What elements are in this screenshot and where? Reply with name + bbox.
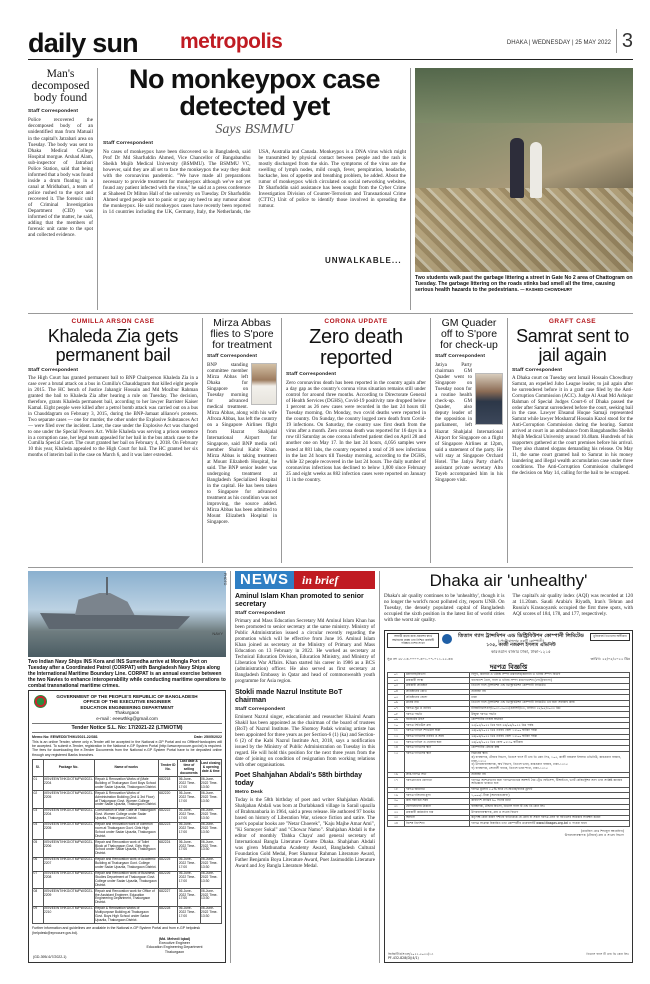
table-cell: Repair & Renovation Works of Administration Building (2nd & 3rd Floor) at Thakurgaon Govt. Women College under Sadar Upazila, Thakurgaon District. <box>95 790 157 807</box>
table-cell: 03 <box>33 808 44 822</box>
photo-feature <box>325 68 633 310</box>
table-cell: তিতাস গ্যাস ট্রান্সমিশন এন্ড ডিস্ট্রিবিউশন কোম্পানী লিমিটেড এর জন্য সরবরাহ কাজ <box>470 700 630 706</box>
table-cell: 06-June-2022 Time-17:00 <box>178 889 200 907</box>
table-cell: 06-June-2022 Time-17:00 <box>178 840 200 858</box>
story-body: No cases of monkeypox have been discovered so in Bangladesh, said Prof Dr Md Sharfuddin Ahmed, Vice Chancellor of Bangabandhu Sheikh Mujib Medical University (BSMMU). The BSMMU VC, however, said they are all set to face the monkeypox the way they dealt with the coronavirus pandemic. "We have made all preparations necessary to provide treatment for monkeypox although we've not yet found any patient infected with the virus," he said at a press conference at Shaheed Dr Milton Hall of the university on Tuesday. Dr Sharfuddin Ahmed urged people not to panic or pay any heed to any rumour about the monkeypox. He said monkeypox cases have recently been reported in 14 countries including the UK, Germany, Italy, the Netherlands, the USA, Australia and Canada. Monkeypox is a DNA virus which might be transmitted by physical contact between people and the rash is mostly discharged from the skin. The symptoms of the virus are the swelling of lymph nodes, mild cough, fever, perspiration, headache, backache, loss of appetite and breathing problem, he added. About the rumor of monkeypox which circulated on social networking websites, Dr Sharfuddin said assistance has been sought from the Cyber Crime Investigation Division of Counter-Terrorism and Transnational Crime (CTTC) Unit of police to identify those involved in spreading the rumour. <box>103 149 406 216</box>
table-cell: 06-June-2022 Time-13:30 <box>200 840 221 858</box>
byline: Staff Correspondent <box>103 141 154 146</box>
tender-notice-eed[interactable] <box>28 690 226 963</box>
table-header-cell: Tender ID No. <box>158 759 178 777</box>
brand-logo[interactable]: daily sun <box>28 28 138 58</box>
table-header-cell: Name of works <box>94 759 158 777</box>
column-rule <box>430 318 431 563</box>
signer-place: Thakurgaon <box>164 949 185 954</box>
table-cell: 06-June-2022 Time-17:00 <box>178 777 200 791</box>
table-cell: 06-June-2022 Time-17:00 <box>178 871 200 889</box>
brief-body: Primary and Mass Education Secretary Md Aminul Islam Khan has been promoted to senior secretary at the same ministry. Ministry of Public Administration issued a circular recently regarding the promotion which will be effective from June 16. Aminul Islam Khan joined as secretary at the Ministry of Primary and Mass Education on 13 February in 2022. He worked as secretary at Technical Education Division, Education Ministry, and Ministry of Liberation War Affairs. Khan started his career in 1986 as a BCS (administration) officer. He also served as first secretary at Bangladesh Embassy in Qatar and head of commonwealth youth programme for Asia region. <box>235 618 375 685</box>
titas-signature <box>387 829 630 837</box>
table-cell: দরপত্র সিডিউল ক্রয় <box>404 723 469 729</box>
table-cell: 06-June-2022 Time-13:30 <box>200 822 221 840</box>
column-rule <box>202 318 203 563</box>
table-cell: দরপত্র দাখিলের স্থান <box>404 751 469 772</box>
titas-org-sub: (পেট্রোবাংলার একটি কোম্পানী) <box>498 639 544 643</box>
table-cell: দরপত্র সংক্রান্ত বিস্তারিত তথ্য কোম্পানীর ওয়েবসাইট www.titasgas.org.bd এ পাওয়া যাবে <box>470 821 630 827</box>
table-cell: Repair and Renovation work for Office of the Assistant Engineer, Education Engineering Department, Thakurgaon District. <box>94 889 158 907</box>
column-rule <box>410 68 411 310</box>
table-cell: ২১ <box>388 804 405 810</box>
table-cell: 682222 <box>158 808 178 822</box>
table-cell: XEN/EEWT/HKG/OTM/PW/2021-2205 <box>43 791 94 809</box>
table-cell: 682227 <box>158 889 178 907</box>
table-cell: দরপত্র পদ্ধতি <box>404 712 469 718</box>
story-body: A Dhaka court on Tuesday sent Ismail Hossain Chowdhury Samrat, an expelled Jubo League leader, to jail again after he surrendered before it in a graft case filed by the Anti-Corruption Commission (ACC). Judge Al Asad Md Ashiqur Rahman of Special Judges Court-6 of Dhaka passed the order after Samrat surrendered before the court, seeking bail in the case. Lawyer Ehsanul Huque Samaji represented Samrat while lawyer Mosharraf Hossain Kazol stood for the Anti-Corruption Commission during the hearing. Samrat arrived at court in an ambulance from Bangabandhu Sheikh Mujib Medical University around 10.40am. Hundreds of his supporters gathered at the court premises before his arrival. They also chanted slogans demanding his release. On May 11, the same court granted bail to Samrat in his money laundering and illegal wealth accumulation case under three conditions. The Anti-Corruption Commission challenged the decision on May 14, calling for the bail to be scrapped. <box>512 376 633 476</box>
table-cell: ০৯ <box>388 717 405 723</box>
section-rule <box>28 567 633 568</box>
table-cell: প্রতিষ্ঠানের জেলা <box>404 695 469 701</box>
table-cell: ১২ <box>388 734 405 740</box>
headline: Dhaka air 'unhealthy' <box>429 571 588 590</box>
table-row <box>33 822 222 840</box>
photo-image <box>28 571 226 657</box>
ship-superstructure <box>68 593 138 615</box>
news-in-brief <box>235 571 375 870</box>
titas-sig-role: উপমহাব্যবস্থাপক (টেন্ডার) ক্রয় ও সংগ্রহ বিভাগ <box>564 833 624 838</box>
table-cell: Repair & Renovation Works of Multipurpose Building at Thakurgaon Govt. Boys High School under Sadar Upazila, Thakurgaon District. <box>94 906 158 924</box>
signer-title: Executive Engineer <box>159 941 190 946</box>
table-cell: ২৫/০৫/২০২২ খ্রিঃ হতে ২৬/০৬/২০২২ খ্রিঃ পর্যন্ত <box>470 723 630 729</box>
table-cell: XEN/EEWT/HKG/OTM/PW/2021-2208 <box>43 871 94 889</box>
table-cell: তিতাস গ্যাস ট্রান্সমিশন এন্ড ডিস্ট্রিবিউশন কোম্পানী লিমিটেড <box>470 684 630 690</box>
story-body-col1: Dhaka's air quality continues to be 'unhealthy', though it is no longer the world's most polluted city, reports UNB. On Tuesday, the densely populated capital of Bangladesh occupied the sixth position in the latest list of world cities with the worst air quality. <box>384 593 505 624</box>
table-row <box>388 778 630 787</box>
tender-header <box>32 694 222 721</box>
column-rule <box>97 68 98 310</box>
nib-banner <box>235 571 375 589</box>
table-header-cell: Package No. <box>43 759 94 777</box>
headline: Khaleda Zia gets permanent bail <box>47 326 179 365</box>
table-cell: ১৮ <box>388 787 405 793</box>
headline: GM Quader off to S'pore for check-up <box>440 317 498 351</box>
section-name: metropolis <box>180 30 283 53</box>
byline: Staff Correspondent <box>435 354 486 359</box>
titas-addr: ১০৫, কাজী নজরুল ইসলাম এভিনিউ <box>486 643 556 649</box>
table-cell: ঢাকা <box>470 695 630 701</box>
titas-footer-right: তিতাস গ্যাস টি এন্ড ডি কোং লিঃ <box>586 952 629 956</box>
table-cell: বিক্রয়ের স্থান: ক) ব্যবস্থাপক, টেন্ডার বিভাগ, তিতাস গ্যাস টি এন্ড ডি কোং লিঃ, ১০৫, কাজী নজরুল ইসলাম এভিনিউ, কারওয়ান বাজার, ঢাকা-১২১৫ খ) উপমহাব্যবস্থাপক, অর্থ বিভাগ, তিতাস ভবন, কারওয়ান বাজার, ঢাকা-১২১৫ গ) ব্যবস্থাপক, সোনালী ব্যাংক, তিতাস ভবন শাখা, ঢাকা-১২১৫ <box>470 751 630 772</box>
table-cell: 682224 <box>158 840 178 858</box>
photo-credit: PHOTO <box>223 573 227 586</box>
pedestrian-figure <box>530 142 542 198</box>
table-cell: 01 <box>33 777 44 791</box>
table-cell: ২৬/০৬/২০২২ খ্রিঃ বেলা ০২:৩০ ঘটিকায় <box>470 740 630 746</box>
table-cell: ১৭ <box>388 778 405 787</box>
tender-intro: This is an online Tender, where only e-Tender will be accepted in the National e-GP Portal and no Offline/Hardcopies will be accepted. To submit e-Tender, registration in the National e-GP System Portal (http://www.eprocure.gov.bd) is required. The fees for downloading the e-Tender Documents from the National e-GP System Portal have to be deposited online through any registered Banks branches. <box>32 740 222 757</box>
dateline-date: 25 MAY 2022 <box>575 40 611 46</box>
byline: Staff Correspondent <box>235 706 286 712</box>
table-cell: ০৩ <box>388 684 405 690</box>
table-cell: ২৩ <box>388 815 405 821</box>
table-cell: 09 <box>33 906 44 924</box>
story-body: Jatiya Party chairman GM Quader went to Singapore on Tuesday noon for a routine health check-up. GM Quader, also deputy leader of the opposition in parliament, left Hazrat Shahjalal International Airport for Singapore on a flight of Singapore Airlines at 12pm, said a statement of the party. He will stay at Singapore Orchard Hotel. The Jatiya Party chief's assistant private secretary Alto Tayeb accompanied him in his Singapore visit. <box>435 362 503 483</box>
masthead-rule <box>28 59 633 60</box>
kicker: CORONA UPDATE <box>324 318 388 325</box>
dateline-sep: | <box>571 40 576 46</box>
table-cell: Repair and Renovation work of Business Studies Department at Thakurgaon Govt. College under Sadar Upazila, Thakurgaon District. <box>95 871 157 887</box>
table-cell: 06-June-2022 Time-17:00 <box>178 791 200 809</box>
table-cell: 06-June-2022 Time-13:30 <box>200 889 221 907</box>
page-number: 3 <box>616 29 633 53</box>
table-cell: 05 <box>33 840 44 858</box>
table-row <box>388 821 630 827</box>
byline: Staff Correspondent <box>235 611 286 616</box>
table-row <box>33 808 222 822</box>
table-header-cell: Last closing & opening date & time <box>200 759 221 777</box>
table-cell: ০২ <box>388 678 405 684</box>
table-cell: কার্য সমাপ্তির সময় <box>404 798 469 804</box>
story-gm-quader[interactable] <box>435 318 503 483</box>
table-cell: ২০ <box>388 798 405 804</box>
table-header-row <box>33 759 222 777</box>
byline: Staff Correspondent <box>207 354 258 359</box>
column-rule <box>230 571 231 963</box>
table-cell: 02 <box>33 791 44 809</box>
table-cell: প্রতিষ্ঠানের কোড <box>404 689 469 695</box>
photo-tag: UNWALKABLE... <box>325 256 402 265</box>
table-cell: কোম্পানীর নিজস্ব অর্থায়ন <box>470 717 630 723</box>
tender-notice-titas[interactable] <box>384 630 633 963</box>
table-cell: দরপত্র জামানত <box>404 787 469 793</box>
story-samrat[interactable] <box>512 318 633 476</box>
titas-city: কারওয়ান বাজার ঢাকা, ঢাকা-১২১৫ <box>491 648 551 654</box>
story-body: Zero coronavirus death has been reported in the country again after a day gap as the country's corona virus situation remains still under control for around three months. According to Directorate General of Health Services (DGHS), Covid-19 positivity rate dropped below 1 percent as 26 new cases were recorded in the last 24 hours till Tuesday morning. On Monday, two covid deaths were reported in the country. On Sunday, the country logged zero death from Covid-19 infections. On Saturday, the country saw first death from the virus after a month. Zero corona death was reported for 16 days in a row till Saturday as one corona infected patient died on April 28 and another one on May 17. In the last 24 hours, 4,056 samples were tested at 881 labs, the country reported a total of 26 new infections in the last 24 hours till Tuesday morning, according to the DGHS, while 32 people recovered in the last 24 hours. The daily number of coronavirus infections has declined to below 1,000 since February 25 and eight weeks as 882 infection cases were reported on January 11 in the country. <box>286 380 426 483</box>
table-cell: ১৪ <box>388 745 405 751</box>
portrait-photo <box>251 363 277 405</box>
table-cell: ১,০০০/- টাকা (অফেরতযোগ্য) <box>470 793 630 799</box>
table-cell: অন্যান্য <box>404 815 469 821</box>
table-cell: যোগাযোগের ঠিকানা <box>404 804 469 810</box>
table-cell: ১৩ <box>388 740 405 746</box>
table-cell: XEN/EEWT/HKG/OTM/PW/2021-2206 <box>43 840 94 858</box>
office-line: OFFICE OF THE EXECUTIVE ENGINEER <box>83 699 171 705</box>
table-cell: ২৬/০৬/২০২২ খ্রিঃ তারিখ বেলা ১২:০০ ঘটিকা পর্যন্ত <box>470 729 630 735</box>
titas-org: তিতাস গ্যাস ট্রান্সমিশন এন্ড ডিস্ট্রিবিউশন কোম্পানী লিমিটেড <box>458 633 584 639</box>
tree-foliage <box>415 68 633 123</box>
place-line: Thakurgaon <box>114 710 140 716</box>
table-cell: 06 <box>33 857 44 871</box>
photo-credit: — RASHED CHOWDHURY <box>520 287 573 293</box>
story-zero-death[interactable] <box>286 318 426 483</box>
dateline-sep: | <box>528 40 533 46</box>
titas-footer-code: জিজিটিডিসিএল/২০২১-২০২২/১৩ <box>388 952 434 956</box>
table-cell: ২২ <box>388 810 405 816</box>
table-cell: ক্রয়কারী সংস্থা <box>404 678 469 684</box>
table-cell: ১১ <box>388 729 405 735</box>
table-cell: কোম্পানীর টেন্ডার কক্ষ <box>470 745 630 751</box>
brief-item[interactable] <box>235 593 375 685</box>
titas-header <box>387 633 630 654</box>
table-header-cell: Sl. <box>33 759 44 777</box>
deck: Says BSMMU <box>215 122 294 137</box>
titas-footer-pf: PF-432-828(D)(4/1) <box>388 956 419 960</box>
kicker: CUMILLA ARSON CASE <box>71 318 155 325</box>
headline: No monkeypox case detected yet <box>129 64 380 121</box>
table-cell: Repair and renovation work of common room at Thakurgaon Govt. Girls High School under Sadar Upazila, Thakurgaon District. <box>94 822 158 840</box>
table-cell: দরপত্র দাখিলের স্থান <box>404 745 469 751</box>
titas-ref: সূত্র নং ২৮.১৩.০০০০.৩০১.০৭.০১১.২২.৩৩ <box>387 656 453 661</box>
dateline-city: DHAKA <box>506 40 528 46</box>
story-dhaka-air[interactable] <box>384 571 633 623</box>
table-cell: XEN/EEWT/HKG/OTM/PW/2021-2207 <box>43 857 94 871</box>
brief-item[interactable] <box>235 689 375 768</box>
garbage-pile <box>415 188 633 272</box>
byline: Metro Desk <box>235 789 263 795</box>
titas-ref-line <box>387 656 630 663</box>
table-cell: ২৪ <box>388 821 405 827</box>
table-cell: XEN/EEWT/HKG/OTM/PW/2021-2209 <box>43 889 94 907</box>
ship-hull <box>40 613 190 629</box>
table-cell: ক্রয়কারী প্রতিষ্ঠান <box>404 684 469 690</box>
table-cell: 06-June-2022 Time-17:00 <box>178 906 200 924</box>
column-rule <box>379 571 380 963</box>
table-cell: XEN/EEWT/HKG/OTM/PW/2021-2204 <box>43 777 94 791</box>
table-cell: XEN/EEWT/HKG/OTM/PW/2021-2210 <box>43 906 94 924</box>
table-cell: দরপত্রে অংশগ্রহণের জন্য দরপত্রদাতাকে অবশ্যই বৈধ ট্রেড লাইসেন্স, টিআইএন, ভ্যাট রেজিস্ট্রেশন সনদ এবং সংশ্লিষ্ট কাজের অভিজ্ঞতা থাকতে হবে <box>470 778 630 787</box>
table-cell: দরপত্র মূল্যের ২.৫% হারে পে-অর্ডার/ব্যাংক ড্রাফট <box>470 787 630 793</box>
pedestrian-figure <box>510 138 524 198</box>
nib-sub: in brief <box>294 571 375 589</box>
table-cell: মন্ত্রণালয়/বিভাগ <box>404 672 469 678</box>
brief-body: Today is the 58th birthday of poet and writer Shahjahan Abdali. Shahjahan Abdali was born at Durlabkandi village in Sarail upazila of Brahmanbaria in 1964, said a press release. He authored 97 books based on history of Liberation War, science fiction and satire. The poet's popular books are "Netar Choerek", "Kaju Majhe Amar Ami", "Ki Somoyer Sokal" and "Chowar Namo". Shahjahan Abdali is the editor of monthly 'Dahka Chaya' and general secretary of International Bangla Literature Centre Dhaka. Shahjahan Abdali was given Mathunatha Academy Award, Bangladesh Cultural Foundation Gold Medal, Poet Shamsur Rahman Literature Award, Father Benjamin Boya Literature Award, Poet Jasimuddin Literature Award and Joy Bangla Literature Medal. <box>235 796 375 870</box>
table-cell: দরপত্র দলিলের মূল্য <box>404 793 469 799</box>
titas-title: দরপত্র বিজ্ঞপ্তি <box>489 662 528 671</box>
table-cell: 06-June-2022 Time-13:30 <box>200 791 221 809</box>
table-cell: ০৮ <box>388 712 405 718</box>
masthead <box>28 28 633 62</box>
table-cell: দরপত্র সূত্র ও তারিখ <box>404 706 469 712</box>
story-body <box>384 593 633 623</box>
dateline <box>507 40 611 46</box>
table-cell: 04 <box>33 822 44 840</box>
table-cell: XEN/EEWT/HKG/OTM/PW/2021-2205 <box>43 822 94 840</box>
headline: Man's decomposed body found <box>31 67 90 104</box>
table-cell: কর্তৃপক্ষ কোন কারণ দর্শানো ব্যতিরেকে যে কোন বা সকল দরপত্র গ্রহণ বা বাতিলের অধিকার সংরক্ষণ করেন <box>470 815 630 821</box>
table-cell: বিশেষ নির্দেশনা <box>404 821 469 827</box>
table-cell: 06-June-2022 Time-17:00 <box>178 822 200 840</box>
story-body: BNP standing committee member Mirza Abbas left Dhaka for Singapore on Tuesday morning for advanced medical treatment. Mirza Abbas, along with his wife Afroza Abbas, has left the country on a Singapore Airlines flight from Hazrat Shahjalal International Airport for Singapore, said BNP media cell member Shairul Kabir Khan. Mirza Abbas is taking treatment at Mount Elizabeth Hospital, he said. The BNP senior leader was undergoing treatment at Bangladesh Specialized Hospital in the capital. He has been taken to Singapore for advanced treatment as his condition was not improving, the source added. Mirza Abbas has been admitted to Mount Elizabeth Hospital in Singapore. <box>207 362 277 526</box>
table-cell: Repair and Renovation work of Toilet Block at Thakurgaon Govt. Girls High School under Sadar Upazila, Thakurgaon District. <box>94 840 158 858</box>
story-khaleda-bail[interactable] <box>28 318 198 459</box>
story-mirza-abbas[interactable] <box>207 318 277 525</box>
table-cell: 682228 <box>158 906 178 924</box>
brief-title: Stokli made Nazrul Institute BoT chairman <box>235 688 343 704</box>
brief-item[interactable] <box>235 772 375 870</box>
titas-right-box: মুজিববর্ষ তিতাসের অঙ্গীকার <box>590 633 630 641</box>
photo-caption: Two Indian Navy Ships INS Kora and INS Sumedha arrive at Mongla Port on Tuesday after a Coordinated Patrol (CORPAT) with Bangladesh Navy Ships along the International Maritime Boundary Line. CORPAT is an annual exercise between the two Navies to enhance interoperability while conducting maritime operations to combat transnational maritime crimes. <box>28 659 226 689</box>
table-row <box>33 857 222 871</box>
signature-block <box>127 937 222 954</box>
table-cell: 06-June-2022 Time-13:30 <box>200 906 221 924</box>
table-cell: 08 <box>33 889 44 907</box>
table-cell: ০৬ <box>388 700 405 706</box>
memo-date: Date: 25/05/2022 <box>194 735 222 740</box>
table-cell: 06-June-2022 Time-13:30 <box>200 808 221 822</box>
table-row <box>388 751 630 772</box>
table-cell: ক্রয়কারী কর্মকর্তার নাম <box>404 810 469 816</box>
brief-title: Aminul Islam Khan promoted to senior secretary <box>235 593 364 608</box>
story-body-col2: The capital's air quality index (AQI) was recorded at 120 at 11.20am. Saudi Arabia's Riyadh, Iran's Tehran and Russia's Krasnoyarsk occupied the first three spots, with AQI scores of 184, 178, and 177, respectively. <box>512 593 633 618</box>
email-line[interactable]: e-mail : eeewthkg@gmail.com <box>96 715 158 721</box>
table-row <box>33 906 222 924</box>
table-row <box>33 871 222 889</box>
table-cell: ০৫ <box>388 695 405 701</box>
table-row <box>33 840 222 858</box>
story-body-found[interactable] <box>28 68 93 238</box>
table-cell: বিদ্যুৎ, জ্বালানি ও খনিজ সম্পদ মন্ত্রণালয়/জ্বালানি ও খনিজ সম্পদ বিভাগ <box>470 672 630 678</box>
table-cell: 07 <box>33 871 44 889</box>
bd-emblem-icon <box>34 695 47 708</box>
table-cell: 682225 <box>158 857 178 871</box>
table-cell: Repair and Renovation work of Academic Building at Thakurgaon Govt. College under Sadar Upazila, Thakurgaon District. <box>95 857 157 870</box>
table-cell: 682223 <box>158 822 178 840</box>
table-cell: 682218 <box>158 777 178 791</box>
tender-footer: Further information and guidelines are available in the National e-GP System Portal and from e-GP helpdesk (helpdesk@eprocure.gov.bd). <box>32 926 200 935</box>
section-rule <box>28 313 633 314</box>
table-cell: উপমহাব্যবস্থাপক, ক্রয় ও সংগ্রহ বিভাগ <box>470 810 630 816</box>
titas-footer <box>388 952 629 960</box>
table-cell: উন্মুক্ত দরপত্র পদ্ধতি <box>470 712 630 718</box>
table-cell: ১৫ <box>388 751 405 772</box>
table-cell: ০১ <box>388 672 405 678</box>
table-cell: দরপত্র দাখিলের তারিখ ও সময় <box>404 734 469 740</box>
table-cell: XEN/EEWT/HKG/OTM/PW/2021-2204 <box>43 808 94 822</box>
table-cell: প্রযোজ্য নয় <box>470 772 630 778</box>
photo-garbage-street <box>415 68 633 272</box>
table-row <box>33 777 222 791</box>
table-cell: 06-June-2022 Time-13:30 <box>200 857 221 871</box>
table-row <box>33 889 222 907</box>
brief-title: Poet Shahjahan Abdali's 58th birthday today <box>235 771 363 787</box>
table-cell: Repair & Renovation Works of (Male Building of Thakurgaon Govt Boys School under Sadar Upazila, Thakurgaon District. <box>95 776 157 789</box>
table-cell: 682220 <box>158 791 178 809</box>
headline: Samrat sent to jail again <box>516 326 629 365</box>
table-cell: ব্যবস্থাপক, টেন্ডার বিভাগ, তিতাস গ্যাস টি এন্ড ডি কোং লিঃ <box>470 804 630 810</box>
kicker: GRAFT CASE <box>548 318 597 325</box>
table-header-cell: Last date & time of selling documents <box>178 759 200 777</box>
table-cell: ২৬/০৬/২০২২ খ্রিঃ তারিখ বেলা ১২:০০ ঘটিকা পর্যন্ত <box>470 734 630 740</box>
titas-sig-name: (তামজিদ মোঃ শিহাবুল আরেফিন) <box>580 829 624 834</box>
titas-date: তারিখ: ২৫/০৫/২০২২ খ্রিঃ <box>590 656 630 661</box>
brief-body: Eminent Nazrul singer, educationist and researcher Khairul Anam Shakil has been appointed as the chairman of the board of trustees (BoT) of Nazrul Institute. The Shomoy Padak winning artiste has been appointed for three years as per Section-6 (1) (ka) and Section-6 (2) of the Kabi Nazrul Institute Act, 2018, says a notification issued by the Ministry of Public Administration on Tuesday in this regard. He will hold this position for the next three years from the date of joining on condition of resignation from working relations with other organisations. <box>235 713 375 768</box>
column-rule <box>507 318 508 563</box>
byline: Staff Correspondent <box>28 109 79 115</box>
portrait-photo <box>475 373 503 425</box>
signer-name: (Md. Mehedi Iqbal) <box>158 936 191 941</box>
table-cell: দরপত্রদাতার যোগ্যতা <box>404 778 469 787</box>
table-cell: বাজেটের উৎস <box>404 717 469 723</box>
table-cell: 06-June-2022 Time-17:00 <box>178 857 200 871</box>
memo-line <box>32 735 222 739</box>
titas-table <box>387 672 630 827</box>
ship-mast <box>106 577 108 595</box>
table-cell: 06-June-2022 Time-13:30 <box>200 777 221 791</box>
story-body: The High Court has granted permanent bail to BNP Chairperson Khaleda Zia in a case over a brutal attack on a bus in Cumilla's Chauddagram that killed eight people in 2015. The HC bench of Justice Jahangir Hossain and Md Mozibur Rahman granted the bail to Khaleda Zia after hearing a rule on Tuesday. The decision, therefore, grants Khaleda permanent bail, according to her lawyer Barrister Kaiser Kamal. Eight people were killed after a petrol bomb attack was carried out on a bus in Chauddagram on February 3, 2015, during the BNP-Jamaat alliance's protests. Two separate cases — one for murder, the other under the Explosive Substances Act — were filed over the incident. Later, the case under the Explosive Act was changed to one under the Special Powers Act. While Khaleda was serving a prison sentence in a corruption case, her legal team appealed for her bail in the bus attack case to the Cumilla Special Court. The court granted her bail on February 4, 2018. On February 10 this year, Khaleda appealed to the High Court for bail. The HC granted her six months of interim bail in the case on March 6, and it was later extended. <box>28 376 198 459</box>
table-cell: ১৬ <box>388 772 405 778</box>
table-cell: 06-June-2022 Time-13:30 <box>200 871 221 889</box>
table-cell: প্রাক-দরপত্র সভা <box>404 772 469 778</box>
watermark: NAVY <box>212 631 223 636</box>
byline: Staff Correspondent <box>512 368 563 373</box>
dateline-weekday: WEDNESDAY <box>532 40 571 46</box>
table-cell: বাংলাদেশ তৈল, গ্যাস ও খনিজ সম্পদ করপোরেশন (পেট্রোবাংলা) <box>470 678 630 684</box>
table-cell: ক্রয়ের নাম <box>404 700 469 706</box>
titas-left-box: আগামী কাজে কাজ প্রকাশের স্বার্থে অর্থায়নের প্রকল্প এবং নিশ্চিত কার্যবাহী পরিষ্কার দেশের সংখ্যা <box>387 633 439 648</box>
table-row <box>33 791 222 809</box>
table-cell: প্রযোজ্য নয় <box>470 689 630 695</box>
dept-line: EDUCATION ENGINEERING DEPARTMENT <box>80 704 174 710</box>
byline: Staff Correspondent <box>28 368 79 373</box>
table-cell: ০৪ <box>388 689 405 695</box>
story-body: Police recovered the decomposed body of an unidentified man from Matuail in the capital's Jatrabari area on Tuesday. The body was sent to Dhaka Medical College Hospital morgue. Arshad Alam, sub-inspector of Jatrabari Police Station, said that being informed that a body was found inside a drum floating in a canal at Mridhabari, a team of police rushed to the spot and recovered it. The forensic unit of Criminal Investigation Department (CID) was informed of the matter, he said, adding that the members of forensic unit came to the spot and collected evidence. <box>28 117 93 239</box>
nib-label: NEWS <box>235 571 294 589</box>
table-cell: দরপত্র দাখিল ও খোলার স্থান <box>404 740 469 746</box>
table-cell: টিজিটিডিসিএল/২০২১-২০২২/এনসিটি/৩৩, তারিখ: ২৫/০৫/২০২২ খ্রিঃ <box>470 706 630 712</box>
table-cell: 682226 <box>158 871 178 889</box>
titas-footer-left <box>388 952 433 960</box>
table-cell: দরপত্র দাখিল শিডিউল জমা <box>404 729 469 735</box>
byline: Staff Correspondent <box>286 372 337 377</box>
headline: Mirza Abbas flies to S'pore for treatment <box>210 317 274 351</box>
tender-table <box>32 759 222 925</box>
signer-dept: Education Engineering Department <box>146 945 203 950</box>
ad-reference: (GD-395/-6/7/2022-1) <box>33 955 67 959</box>
table-cell: ১৯ <box>388 793 405 799</box>
caption-text: Two students walk past the garbage littering a street in Gate No 2 area of Chattogram on Tuesday. The garbage littering on the roads stinks bad smell all the time, causing serious health hazards to the pedestrians. <box>415 275 633 294</box>
gov-line: GOVERNMENT OF THE PEOPLE'S REPUBLIC OF BANGLADESH <box>56 694 198 699</box>
memo-no: Memo No: EEWEDD/TH/KI/2021-22/381 <box>32 735 98 740</box>
tender-title: Tender Notice S.L. No: 17/2021-22 (LTM/OTM) <box>32 723 222 733</box>
column-rule <box>281 318 282 563</box>
titas-logo-icon <box>442 634 452 644</box>
photo-caption <box>415 275 633 294</box>
photo-navy-ships <box>28 571 226 687</box>
table-cell: 06-June-2022 Time-17:00 <box>178 808 200 822</box>
titas-org-block <box>455 633 587 654</box>
table-cell: ১০ <box>388 723 405 729</box>
table-cell: ০৭ <box>388 706 405 712</box>
table-cell: কার্যাদেশ প্রাপ্তির ৬০ দিনের মধ্যে <box>470 798 630 804</box>
headline: Zero death reported <box>309 326 403 369</box>
table-cell: Construction of Main Gate at Thakurgaon Govt. Women College under Sadar Upazila, Thakurgaon District. <box>94 808 158 822</box>
